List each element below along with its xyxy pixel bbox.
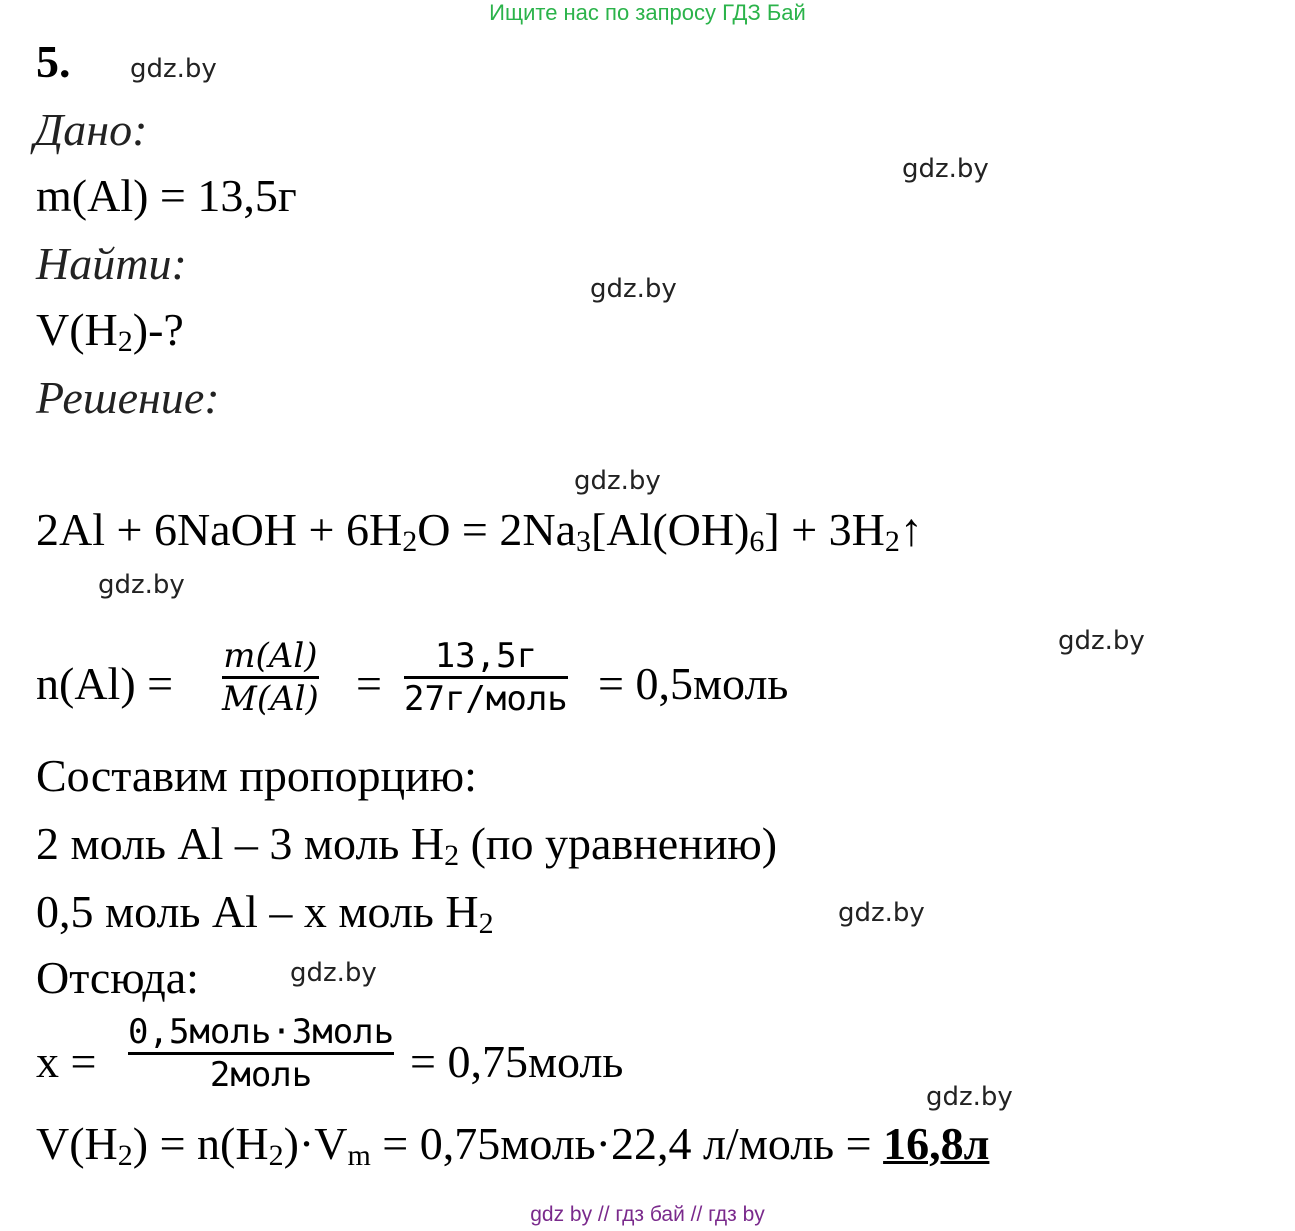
- find-v-post: )-?: [132, 304, 184, 355]
- fraction-denominator: 2моль: [209, 1055, 313, 1095]
- eq-part: O = 2Na: [417, 504, 576, 555]
- gas-arrow: ↑: [899, 504, 923, 555]
- prop-text: (по уравнению): [459, 818, 778, 869]
- proportion-line-2: [36, 884, 494, 940]
- prop-text: 0,5 моль Al – x моль H: [36, 886, 479, 937]
- fraction-numerator: m(Al): [223, 636, 318, 676]
- reaction-equation: [36, 502, 923, 558]
- proportion-line-1: [36, 816, 777, 872]
- n-al-lhs: n(Al) =: [36, 658, 174, 709]
- watermark: gdz.by: [838, 898, 925, 928]
- subscript: 2: [444, 839, 460, 872]
- fraction-denominator: M(Al): [222, 679, 319, 719]
- footer-links[interactable]: gdz by // гдз бай // гдз by: [530, 1203, 765, 1226]
- subscript: 2: [884, 525, 900, 558]
- fraction-numerator: 0,5моль·3моль: [128, 1012, 395, 1052]
- watermark: gdz.by: [98, 570, 185, 600]
- v-part: V(H: [36, 1118, 118, 1169]
- watermark: gdz.by: [574, 466, 661, 496]
- find-target: [36, 302, 184, 358]
- watermark: gdz.by: [590, 274, 677, 304]
- solution-heading: Решение:: [36, 372, 220, 423]
- watermark: gdz.by: [902, 154, 989, 184]
- subscript: m: [347, 1139, 371, 1172]
- subscript: 2: [117, 325, 133, 358]
- subscript: 6: [749, 525, 765, 558]
- equals-sign: =: [356, 658, 382, 709]
- hence-label: Отсюда:: [36, 952, 199, 1003]
- subscript: 2: [402, 525, 418, 558]
- fraction-x: [128, 1012, 394, 1095]
- watermark: gdz.by: [1058, 626, 1145, 656]
- fraction-numerator: 13,5г: [434, 636, 538, 676]
- n-al-result: = 0,5моль: [598, 658, 789, 709]
- subscript: 2: [478, 907, 494, 940]
- find-heading: Найти:: [36, 238, 187, 289]
- v-part: )·V: [283, 1118, 348, 1169]
- final-answer: 16,8л: [883, 1118, 990, 1169]
- v-part: ) = n(H: [132, 1118, 269, 1169]
- watermark: gdz.by: [926, 1082, 1013, 1112]
- fraction-molar: [222, 636, 319, 719]
- x-result: = 0,75моль: [410, 1036, 624, 1087]
- watermark: gdz.by: [130, 54, 217, 84]
- eq-part: 2Al + 6NaOH + 6H: [36, 504, 403, 555]
- given-heading: Дано:: [34, 104, 148, 155]
- fraction-denominator: 27г/моль: [404, 679, 568, 719]
- find-v-pre: V(H: [36, 304, 118, 355]
- task-number: 5.: [36, 36, 71, 87]
- subscript: 2: [268, 1139, 284, 1172]
- given-mass: m(Al) = 13,5г: [36, 170, 297, 221]
- site-banner[interactable]: Ищите нас по запросу ГДЗ Бай: [489, 0, 806, 25]
- subscript: 3: [576, 525, 591, 558]
- v-part: = 0,75моль·22,4 л/моль =: [370, 1118, 884, 1169]
- proportion-heading: Составим пропорцию:: [36, 750, 477, 801]
- fraction-values: [404, 636, 568, 719]
- x-lhs: x =: [36, 1036, 97, 1087]
- eq-part: [Al(OH): [591, 504, 750, 555]
- volume-calc: [36, 1116, 989, 1172]
- eq-part: ] + 3H: [764, 504, 885, 555]
- subscript: 2: [117, 1139, 133, 1172]
- prop-text: 2 моль Al – 3 моль H: [36, 818, 445, 869]
- watermark: gdz.by: [290, 958, 377, 988]
